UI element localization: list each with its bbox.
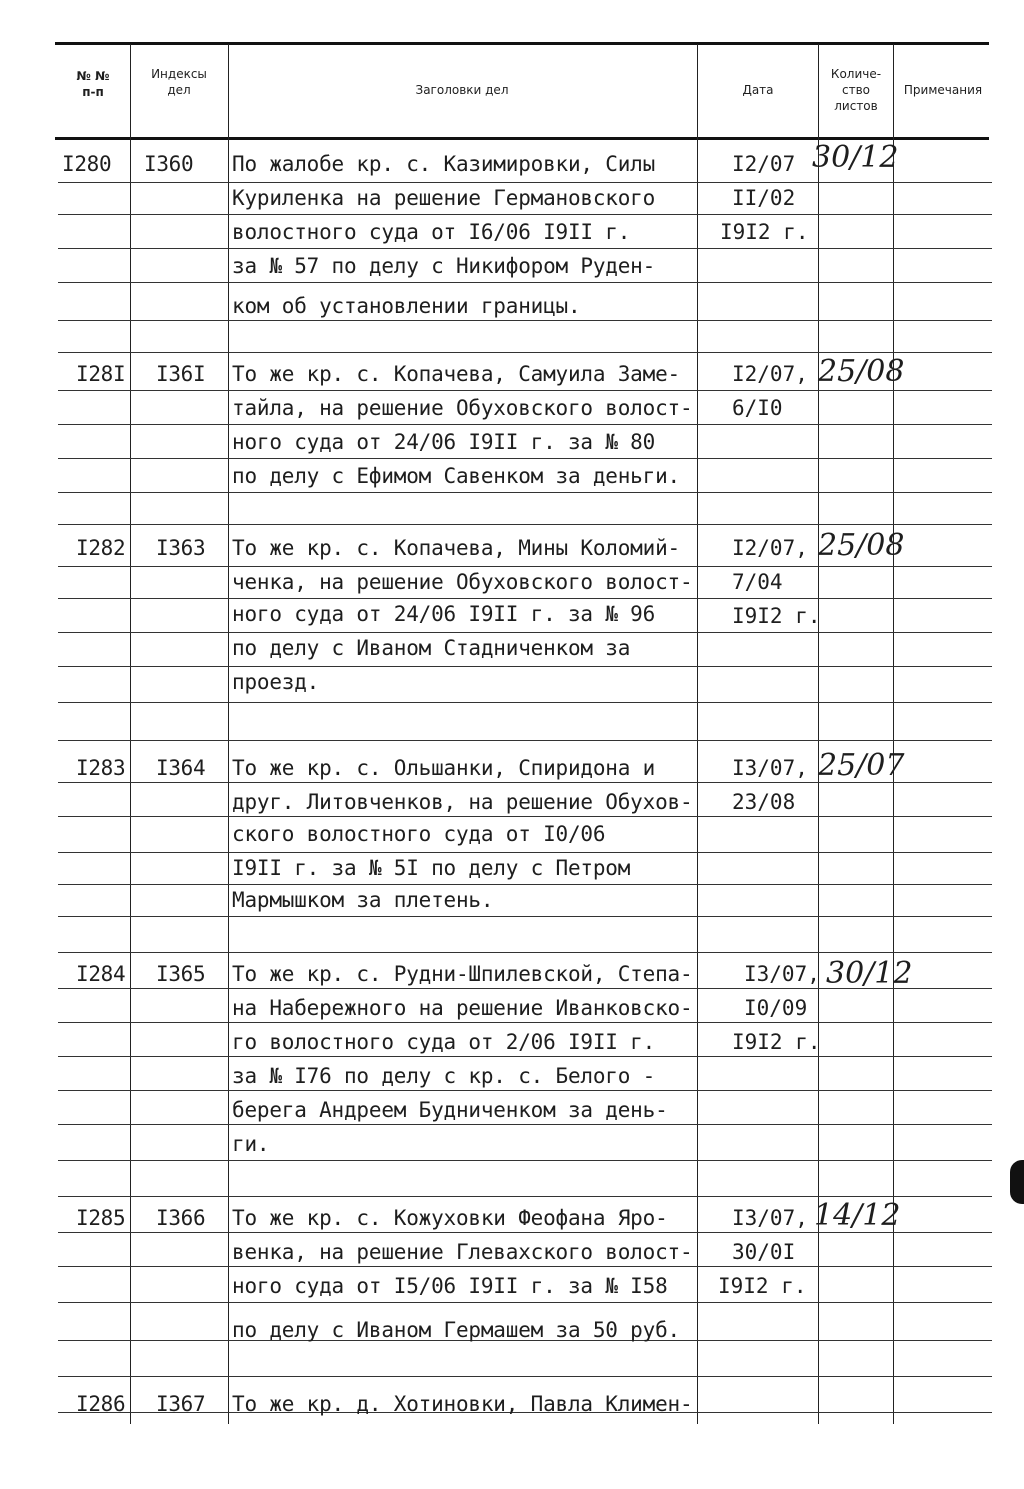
ruled-line — [58, 1266, 992, 1267]
date-line: 23/08 — [732, 790, 796, 814]
title-line: по делу с Иваном Стадниченком за — [232, 636, 631, 660]
date-line: I3/07, — [732, 1206, 808, 1230]
ruled-line — [58, 524, 992, 525]
ruled-line — [58, 1056, 992, 1057]
title-line: ного суда от 24/06 I9II г. за № 80 — [232, 430, 656, 454]
ruled-line — [58, 320, 992, 321]
title-line: I9II г. за № 5I по делу с Петром — [232, 856, 631, 880]
ruled-line — [58, 632, 992, 633]
sheet-count: 14/12 — [814, 1198, 901, 1233]
title-line: Мармышком за плетень. — [232, 888, 494, 912]
title-line: по делу с Иваном Гермашем за 50 руб. — [232, 1318, 680, 1342]
row-number: I280 — [62, 152, 112, 176]
sheet-count: 30/12 — [812, 140, 899, 175]
ruled-line — [58, 1022, 992, 1023]
title-line: ского волостного суда от I0/06 — [232, 822, 606, 846]
title-line: ги. — [232, 1132, 270, 1156]
header-index: Индексы дел — [151, 67, 207, 97]
date-line: I9I2 г. — [720, 220, 809, 244]
ruled-line — [58, 952, 992, 953]
ruled-line — [58, 1376, 992, 1377]
date-line: I9I2 г. — [732, 604, 821, 628]
binding-mark — [1010, 1160, 1024, 1204]
ruled-line — [58, 566, 992, 567]
header-sheets: Количе- ство листов — [830, 67, 882, 113]
row-index: I360 — [144, 152, 194, 176]
date-line: 6/I0 — [732, 396, 783, 420]
row-number: I283 — [76, 756, 126, 780]
title-line: венка, на решение Глевахского волост- — [232, 1240, 693, 1264]
ruled-line — [58, 852, 992, 853]
title-line: ного суда от I5/06 I9II г. за № I58 — [232, 1274, 668, 1298]
ruled-line — [58, 884, 992, 885]
row-number: I28I — [76, 362, 126, 386]
date-line: I2/07, — [732, 362, 808, 386]
row-number: I282 — [76, 536, 126, 560]
column-divider-2 — [228, 44, 229, 1424]
ruled-line — [58, 666, 992, 667]
title-line: ного суда от 24/06 I9II г. за № 96 — [232, 602, 656, 626]
ruled-line — [58, 214, 992, 215]
ruled-line — [58, 816, 992, 817]
row-index: I364 — [156, 756, 206, 780]
ruled-line — [58, 1302, 992, 1303]
column-divider-3 — [697, 44, 698, 1424]
row-index: I365 — [156, 962, 206, 986]
sheet-count: 25/07 — [818, 748, 905, 783]
ruled-line — [58, 248, 992, 249]
title-line: по делу с Ефимом Савенком за деньги. — [232, 464, 680, 488]
date-line: I3/07, — [744, 962, 820, 986]
title-line: берега Андреем Будниченком за день- — [232, 1098, 668, 1122]
ruled-line — [58, 1090, 992, 1091]
ruled-line — [58, 352, 992, 353]
title-line: го волостного суда от 2/06 I9II г. — [232, 1030, 656, 1054]
header-notes: Примечания — [903, 83, 983, 97]
date-line: 30/0I — [732, 1240, 796, 1264]
sheet-count: 25/08 — [818, 528, 905, 563]
title-line: То же кр. д. Хотиновки, Павла Климен- — [232, 1392, 693, 1416]
ruled-line — [58, 424, 992, 425]
ruled-line — [58, 702, 992, 703]
sheet-count: 30/12 — [826, 956, 913, 991]
title-line: То же кр. с. Кожуховки Феофана Яро- — [232, 1206, 668, 1230]
ruled-line — [58, 740, 992, 741]
table-top-border — [55, 42, 989, 45]
row-index: I366 — [156, 1206, 206, 1230]
column-divider-1 — [130, 44, 131, 1424]
header-title: Заголовки дел — [415, 83, 509, 97]
date-line: I2/07 — [732, 152, 796, 176]
title-line: за № 57 по делу с Никифором Руден- — [232, 254, 656, 278]
ruled-line — [58, 282, 992, 283]
date-line: 7/04 — [732, 570, 783, 594]
title-line: По жалобе кр. с. Казимировки, Силы — [232, 152, 656, 176]
row-index: I367 — [156, 1392, 206, 1416]
title-line: тайла, на решение Обуховского волост- — [232, 396, 693, 420]
row-index: I36I — [156, 362, 206, 386]
row-number: I286 — [76, 1392, 126, 1416]
title-line: волостного суда от I6/06 I9II г. — [232, 220, 631, 244]
title-line: за № I76 по делу с кр. с. Белого - — [232, 1064, 656, 1088]
ruled-line — [58, 916, 992, 917]
ruled-line — [58, 182, 992, 183]
title-line: То же кр. с. Рудни-Шпилевской, Степа- — [232, 962, 693, 986]
date-line: I2/07, — [732, 536, 808, 560]
date-line: II/02 — [732, 186, 796, 210]
date-line: I3/07, — [732, 756, 808, 780]
ruled-line — [58, 1160, 992, 1161]
row-index: I363 — [156, 536, 206, 560]
ruled-line — [58, 492, 992, 493]
title-line: Куриленка на решение Германовского — [232, 186, 656, 210]
date-line: I0/09 — [744, 996, 808, 1020]
ruled-line — [58, 598, 992, 599]
row-number: I284 — [76, 962, 126, 986]
header-num: № № п-п — [76, 69, 110, 99]
ruled-line — [58, 390, 992, 391]
ruled-line — [58, 458, 992, 459]
title-line: То же кр. с. Копачева, Мины Коломий- — [232, 536, 680, 560]
title-line: проезд. — [232, 670, 320, 694]
title-line: То же кр. с. Копачева, Самуила Заме- — [232, 362, 680, 386]
title-line: на Набережного на решение Иванковско- — [232, 996, 693, 1020]
date-line: I9I2 г. — [732, 1030, 821, 1054]
ruled-line — [58, 1196, 992, 1197]
title-line: То же кр. с. Ольшанки, Спиридона и — [232, 756, 656, 780]
ruled-line — [58, 1124, 992, 1125]
title-line: ченка, на решение Обуховского волост- — [232, 570, 693, 594]
row-number: I285 — [76, 1206, 126, 1230]
date-line: I9I2 г. — [718, 1274, 807, 1298]
title-line: ком об установлении границы. — [232, 294, 581, 318]
title-line: друг. Литовченков, на решение Обухов- — [232, 790, 693, 814]
header-date: Дата — [742, 83, 774, 97]
sheet-count: 25/08 — [818, 354, 905, 389]
